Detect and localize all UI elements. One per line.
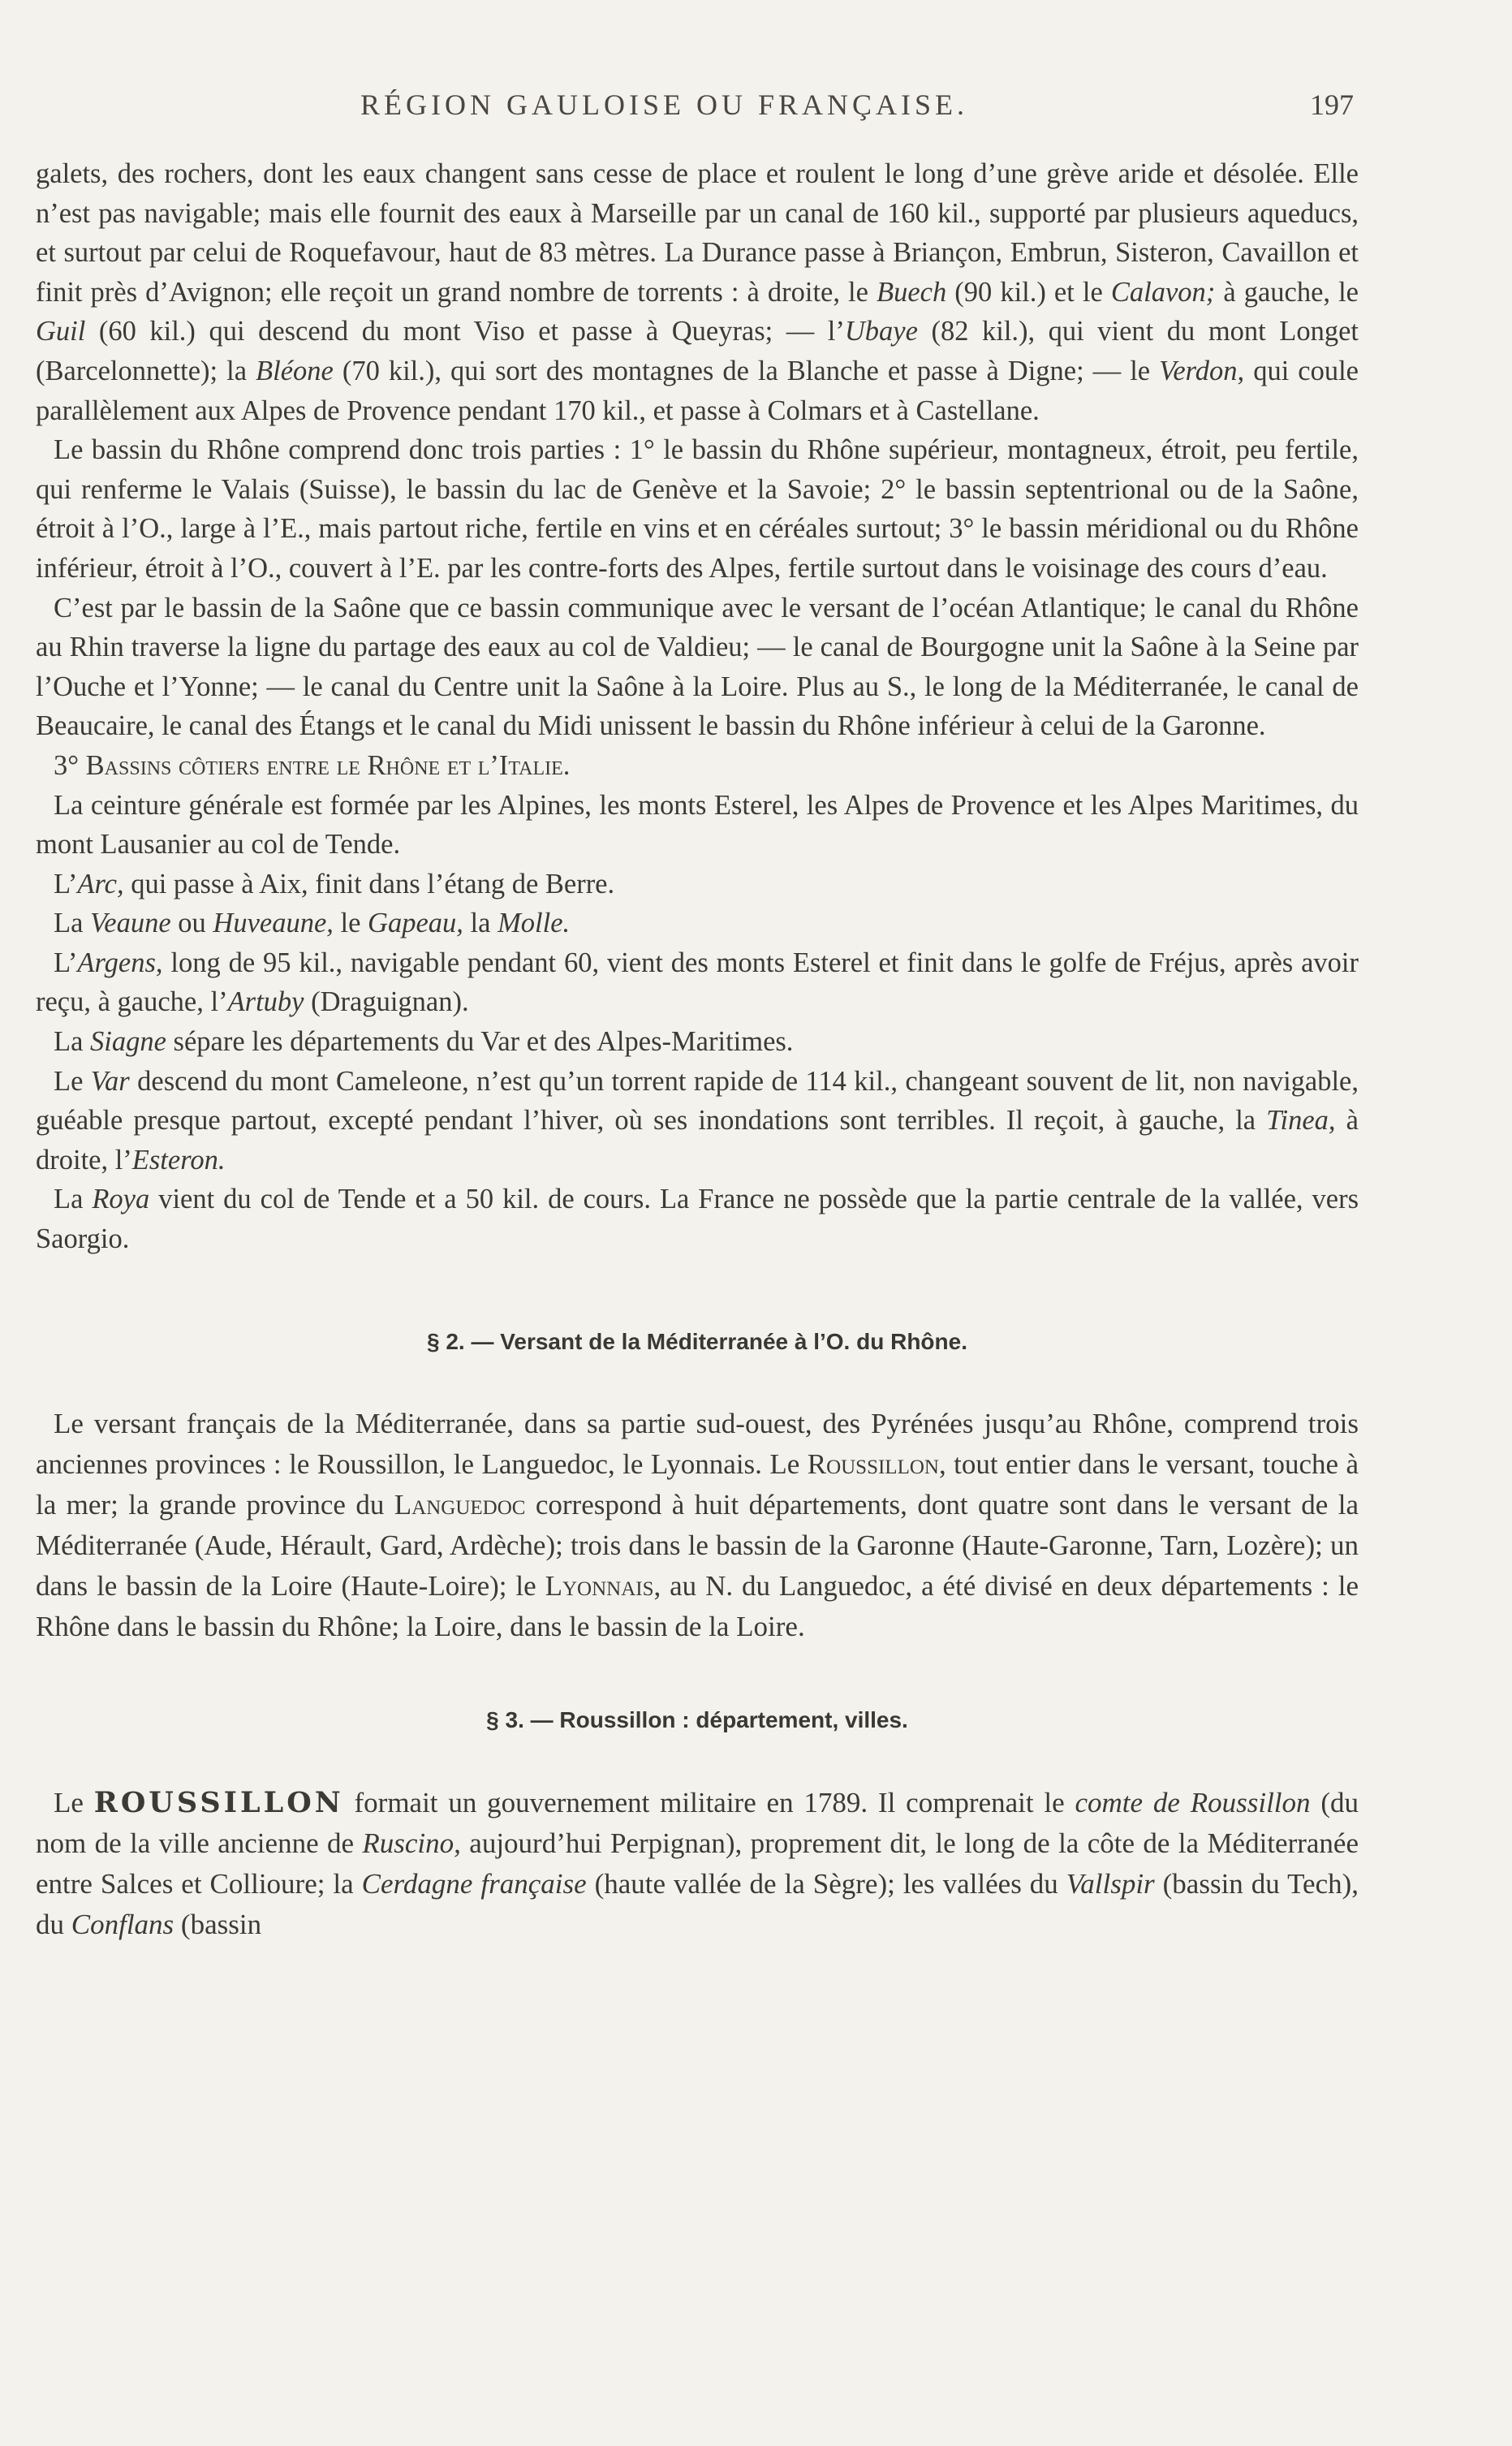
text: L’ xyxy=(54,868,78,899)
place-name: Conflans xyxy=(71,1908,174,1940)
text: la xyxy=(463,908,498,939)
text: (bassin xyxy=(174,1908,262,1940)
text: Le xyxy=(54,1786,94,1818)
text: (90 kil.) et le xyxy=(946,276,1111,308)
province-name: Lyonnais xyxy=(545,1570,654,1603)
page-number: 197 xyxy=(1310,88,1354,121)
text: à droite, l’ xyxy=(36,1105,1359,1176)
text: galets, des rochers, dont les eaux changent sans cesse de place et roulent le long d’une grève aride et désolée. Elle n’est pas navigable; mais elle fournit des eaux à Marseille par un canal de 160 kil., supporté par plusieurs aqueducs, et surtout par celui de Roquefavour, haut de 83 mètres. La Durance passe à Briançon, Embrun, Sisteron, Cavaillon et finit près d’Avignon; elle reçoit un grand nombre de torrents : à droite, le xyxy=(36,158,1359,308)
text: aujourd’hui Perpignan), proprement dit, le long de la côte de la Méditerranée entre Salces et Collioure; la xyxy=(36,1827,1359,1900)
text: (bassin du Tech), du xyxy=(36,1867,1359,1940)
text: La xyxy=(54,1026,91,1058)
text: Le xyxy=(54,1065,91,1097)
river-name: Ubaye xyxy=(844,316,918,347)
text: qui coule parallèlement aux Alpes de Provence pendant 170 kil., et passe à Colmars et à Castellane. xyxy=(36,355,1359,426)
text: L’ xyxy=(54,947,78,978)
river-name: Argens, xyxy=(77,947,163,978)
text: (du nom de la ville ancienne de xyxy=(36,1786,1359,1859)
text: La xyxy=(54,1184,93,1215)
text: à gauche, le xyxy=(1215,276,1359,308)
river-name: Esteron. xyxy=(131,1144,226,1176)
text: correspond à huit départements, dont quatre sont dans le versant de la Méditerranée (Aude, Hérault, Gard, Ardèche); trois dans le bassin de la Garonne (Haute-Garonne, Tarn, Lozère); un dans le bassin de la Loire (Haute-Loire); le xyxy=(36,1489,1359,1603)
river-name: Artuby xyxy=(227,986,304,1018)
paragraph-var xyxy=(36,1062,1359,1180)
text: Le versant français de la Méditerranée, dans sa partie sud-ouest, des Pyrénées jusqu’au Rhône, comprend trois anciennes provinces : le Roussillon, le Languedoc, le Lyonnais. Le xyxy=(36,1408,1359,1481)
river-name: Guil xyxy=(36,316,86,347)
river-name: Siagne xyxy=(90,1026,166,1058)
text: (Draguignan). xyxy=(304,986,469,1018)
section-heading-3: § 3. — Roussillon : département, villes. xyxy=(486,1707,908,1733)
river-name: Arc, xyxy=(77,868,124,899)
paragraph-durance xyxy=(36,154,1359,430)
text: (haute vallée de la Sègre); les vallées du xyxy=(586,1867,1066,1900)
paragraph-roussillon xyxy=(36,1783,1359,1945)
text: descend du mont Cameleone, n’est qu’un torrent rapide de 114 kil., changeant souvent de lit, non navigable, guéable presque partout, excepté pendant l’hiver, où ses inondations sont terribles. Il reçoit, à gauche, la xyxy=(36,1065,1359,1137)
place-name: comte de Roussillon xyxy=(1075,1786,1311,1818)
text: ou xyxy=(170,908,213,939)
running-head xyxy=(0,88,1512,136)
river-name: Molle. xyxy=(498,908,571,939)
place-name: Cerdagne française xyxy=(361,1867,587,1900)
river-name: Roya xyxy=(92,1184,150,1215)
subheading-number: 3° xyxy=(54,749,86,781)
paragraph-versant xyxy=(36,1404,1359,1647)
river-name: Veaune xyxy=(90,908,171,939)
text: , tout entier dans le versant, touche à la mer; la grande province du xyxy=(36,1448,1359,1521)
river-name: Gapeau, xyxy=(368,908,463,939)
text: formait un gouvernement militaire en 1789. Il comprenait le xyxy=(343,1786,1075,1818)
text: , au N. du Languedoc, a été divisé en deux départements : le Rhône dans le bassin du Rhône; la Loire, dans le bassin de la Loire. xyxy=(36,1570,1359,1643)
place-name: Vallspir xyxy=(1066,1867,1155,1900)
text: (60 kil.) qui descend du mont Viso et passe à Queyras; — l’ xyxy=(85,316,845,347)
text: vient du col de Tende et a 50 kil. de cours. La France ne possède que la partie centrale de la vallée, vers Saorgio. xyxy=(36,1184,1359,1255)
river-name: Var xyxy=(90,1065,130,1097)
page-body xyxy=(36,154,1359,1945)
paragraph-roya xyxy=(36,1180,1359,1258)
river-name: Huveaune, xyxy=(213,908,334,939)
subheading-bassins-cotiers xyxy=(36,746,1359,786)
paragraph-communique: C’est par le bassin de la Saône que ce bassin communique avec le versant de l’océan Atlantique; le canal du Rhône au Rhin traverse la ligne du partage des eaux au col de Valdieu; — le canal de Bourgogne unit la Saône à la Seine par l’Ouche et l’Yonne; — le canal du Centre unit la Saône à la Loire. Plus au S., le long de la Méditerranée, le canal de Beaucaire, le canal des Étangs et le canal du Midi unissent le bassin du Rhône inférieur à celui de la Garonne. xyxy=(36,592,1359,742)
river-name: Bléone xyxy=(256,355,334,386)
province-title: ROUSSILLON xyxy=(93,1785,344,1819)
paragraph-veaune xyxy=(36,904,1359,943)
province-name: Languedoc xyxy=(394,1489,526,1521)
paragraph-bassin: Le bassin du Rhône comprend donc trois parties : 1° le bassin du Rhône supérieur, montagneux, étroit, peu fertile, qui renferme le Valais (Suisse), le bassin du lac de Genève et la Savoie; 2° le bassin septentrional ou de la Saône, étroit à l’O., large à l’E., mais partout riche, fertile en vins et en céréales surtout; 3° le bassin méridional ou du Rhône inférieur, étroit à l’O., couvert à l’E. par les contre-forts des Alpes, fertile surtout dans le voisinage des cours d’eau. xyxy=(36,434,1359,584)
text: long de 95 kil., navigable pendant 60, vient des monts Esterel et finit dans le golfe de Fréjus, après avoir reçu, à gauche, l’ xyxy=(36,947,1359,1018)
river-name: Tinea, xyxy=(1266,1105,1336,1137)
river-name: Verdon, xyxy=(1159,355,1245,386)
text: (82 kil.), qui vient du mont Longet (Barcelonnette); la xyxy=(36,316,1359,386)
paragraph-argens xyxy=(36,943,1359,1022)
province-name: Roussillon xyxy=(807,1448,939,1481)
text: La xyxy=(54,908,91,939)
text: (70 kil.), qui sort des montagnes de la Blanche et passe à Digne; — le xyxy=(333,355,1160,386)
paragraph-ceinture: La ceinture générale est formée par les Alpines, les monts Esterel, les Alpes de Provence et les Alpes Maritimes, du mont Lausanier au col de Tende. xyxy=(36,789,1359,861)
place-name: Ruscino, xyxy=(362,1827,461,1859)
running-head-title: RÉGION GAULOISE OU FRANÇAISE. xyxy=(360,88,969,121)
section-heading-2: § 2. — Versant de la Méditerranée à l’O. du Rhône. xyxy=(427,1328,967,1354)
text: le xyxy=(333,908,368,939)
text: qui passe à Aix, finit dans l’étang de Berre. xyxy=(123,868,615,899)
river-name: Calavon; xyxy=(1110,276,1216,308)
text: sépare les départements du Var et des Alpes-Maritimes. xyxy=(166,1026,794,1058)
subheading-title: Bassins côtiers entre le Rhône et l’Italie. xyxy=(85,749,571,781)
river-name: Buech xyxy=(877,276,947,308)
paragraph-arc xyxy=(36,865,1359,904)
paragraph-siagne xyxy=(36,1022,1359,1062)
